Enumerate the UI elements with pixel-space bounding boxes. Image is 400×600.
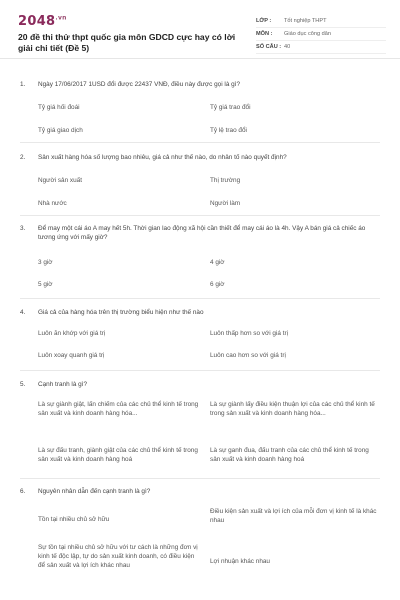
meta-value: Giáo dục công dân xyxy=(284,31,331,37)
option-a[interactable]: Người sản xuất xyxy=(38,177,82,184)
divider xyxy=(20,215,380,216)
option-c[interactable]: Nhà nước xyxy=(38,200,67,207)
meta-key: LỚP : xyxy=(256,18,272,24)
question-number: 4. xyxy=(20,309,26,316)
question-text: Giá cả của hàng hóa trên thị trường biểu hiện như thế nào xyxy=(38,309,204,316)
question-6-options xyxy=(38,508,380,598)
question-1-options xyxy=(38,104,380,136)
question-4-options xyxy=(38,330,380,366)
option-c[interactable]: Là sự đấu tranh, giành giật của các chủ thể kinh tế trong sản xuất và kinh doanh hàng hoá xyxy=(38,447,198,463)
option-d[interactable]: Người làm xyxy=(210,200,241,207)
logo-suffix: .vn xyxy=(55,14,67,22)
meta-key: MÔN : xyxy=(256,31,273,37)
question-number: 5. xyxy=(20,381,26,388)
option-a[interactable]: Luôn ăn khớp với giá trị xyxy=(38,330,106,337)
document-title: 20 đề thi thử thpt quốc gia môn GDCD cực hay có lời giải chi tiết (Đề 5) xyxy=(18,32,236,53)
question-text: Ngày 17/06/2017 1USD đổi được 22437 VNĐ, điều này được gọi là gì? xyxy=(38,81,241,88)
meta-value: 40 xyxy=(284,44,291,50)
question-number: 1. xyxy=(20,81,26,88)
question-1 xyxy=(20,80,380,89)
site-logo[interactable] xyxy=(18,14,67,29)
question-2-options xyxy=(38,177,380,211)
question-4 xyxy=(20,308,380,317)
option-a[interactable]: Là sự giành giật, lấn chiếm của các chủ thể kinh tế trong sản xuất và kinh doanh hàng hóa... xyxy=(38,401,199,417)
question-3 xyxy=(20,224,380,242)
question-text: Nguyên nhân dẫn đến cạnh tranh là gì? xyxy=(38,488,151,495)
page-header xyxy=(0,0,400,59)
divider xyxy=(20,142,380,143)
option-b[interactable]: Luôn thấp hơn so với giá trị xyxy=(210,330,289,337)
question-5 xyxy=(20,380,380,389)
logo-text: 2048 xyxy=(18,14,56,29)
question-2 xyxy=(20,153,380,162)
question-number: 3. xyxy=(20,225,26,232)
question-6 xyxy=(20,487,380,496)
option-d[interactable]: Lợi nhuận khác nhau xyxy=(210,558,270,565)
option-b[interactable]: Là sự giành lấy điều kiện thuận lợi của các chủ thể kinh tế trong sản xuất và kinh doanh hàng hóa... xyxy=(210,401,375,417)
question-text: Cạnh tranh là gì? xyxy=(38,381,88,388)
question-text: Để may một cái áo A may hết 5h. Thời gian lao động xã hội cần thiết để may cái áo là 4h. Vậy A bán giá cả chiếc áo tương ứng với mấy giờ? xyxy=(38,225,366,241)
option-b[interactable]: Tỷ giá trao đổi xyxy=(210,104,251,111)
meta-row-class xyxy=(256,15,386,28)
option-d[interactable]: 6 giờ xyxy=(210,281,225,288)
option-c[interactable]: Sự tồn tại nhiều chủ sở hữu với tư cách là những đơn vị kinh tế độc lập, tự do sản xuất kinh doanh, có điều kiện để sản xuất và lợi ích khác nhau xyxy=(38,544,198,569)
option-d[interactable]: Là sự ganh đua, đấu tranh của các chủ thể kinh tế trong sản xuất và kinh doanh hàng hoá xyxy=(210,447,369,463)
question-text: Sản xuất hàng hóa số lượng bao nhiêu, giá cả như thế nào, do nhân tố nào quyết định? xyxy=(38,154,287,161)
question-3-options xyxy=(38,259,380,295)
option-a[interactable]: Tồn tại nhiều chủ sở hữu xyxy=(38,516,110,523)
option-c[interactable]: Luôn xoay quanh giá trị xyxy=(38,352,105,359)
option-d[interactable]: Tỷ lệ trao đổi xyxy=(210,127,247,134)
meta-row-subject xyxy=(256,28,386,41)
option-d[interactable]: Luôn cao hơn so với giá trị xyxy=(210,352,286,359)
option-a[interactable]: 3 giờ xyxy=(38,259,53,266)
option-c[interactable]: Tỷ giá giao dịch xyxy=(38,127,83,134)
meta-value: Tốt nghiệp THPT xyxy=(284,18,327,24)
option-b[interactable]: Điều kiện sản xuất và lợi ích của mỗi đơn vị kinh tế là khác nhau xyxy=(210,508,377,524)
meta-row-question-count xyxy=(256,41,386,54)
divider xyxy=(20,478,380,479)
meta-key: SỐ CÂU : xyxy=(256,44,282,50)
option-b[interactable]: 4 giờ xyxy=(210,259,225,266)
question-number: 2. xyxy=(20,154,26,161)
option-b[interactable]: Thị trường xyxy=(210,177,241,184)
divider xyxy=(20,370,380,371)
divider xyxy=(20,298,380,299)
document-meta xyxy=(256,15,386,54)
option-a[interactable]: Tỷ giá hối đoái xyxy=(38,104,80,111)
question-5-options xyxy=(38,401,380,471)
question-number: 6. xyxy=(20,488,26,495)
option-c[interactable]: 5 giờ xyxy=(38,281,53,288)
